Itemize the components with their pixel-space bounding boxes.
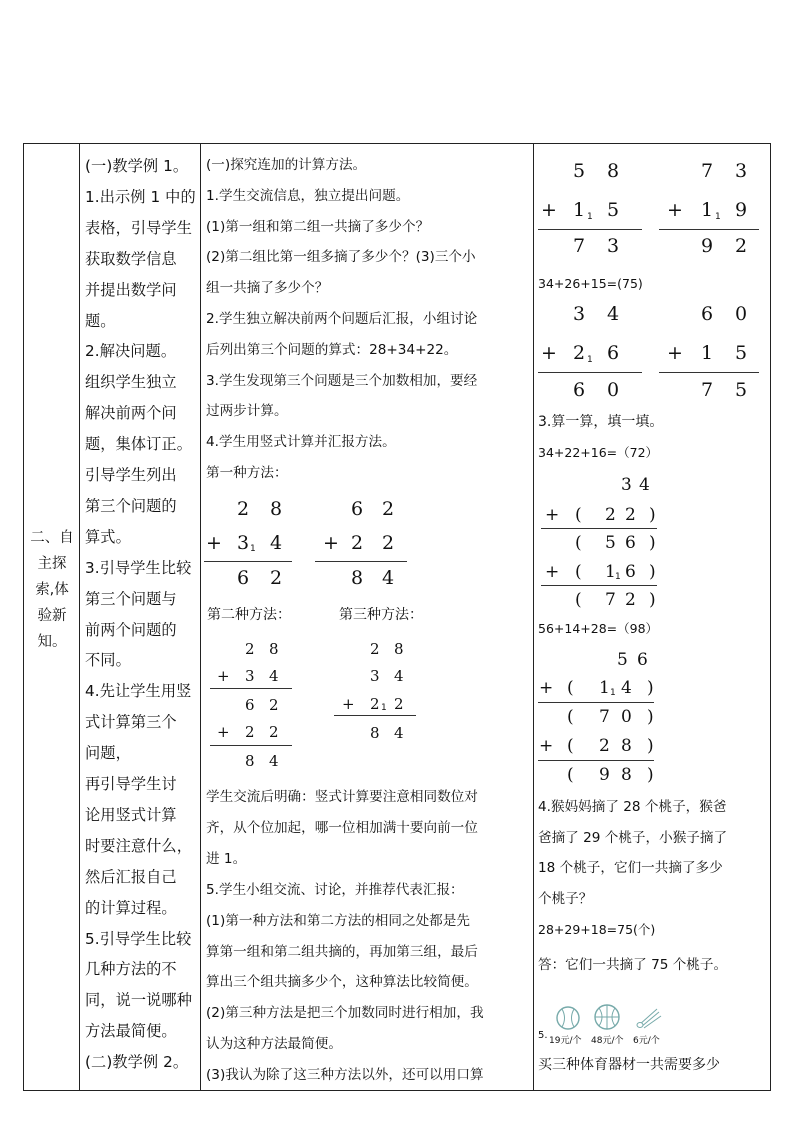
answer-4: 答：它们一共摘了 75 个桃子。 — [538, 957, 728, 973]
student-line: 学生交流后明确：竖式计算要注意相同数位对 — [206, 789, 478, 805]
teacher-line: 2.解决问题。 — [85, 342, 177, 361]
practice-cell: 5 8 + 1 1 5 7 3 7 3 + 1 1 9 9 2 34+26+15=(75) 3 4 + 2 1 6 6 0 6 0 + 1 5 7 5 3.算一算，填一填。 34+22+16=（72） 3 4 + ( 2 2 ) ( 5 6 ) + ( 1 1 6 ) ( 7 2 ) 56+14+28=（98） 5 6 + ( 1 1 4 ) ( 7 0 ) + ( 2 8 ) ( 9 8 ) 4.猴妈妈摘了 28 个桃子，猴爸 爸摘了 29 个桃子，小猴子摘了 18 个桃子，它们一共摘了多少 个桃子？ 28+29+18=75(个) 答：它们一共摘了 75 个桃子。 5. 19元/个 48元/个 6元/个 买三种体育器材一共需要多少 — [535, 143, 771, 1091]
teacher-line: (二)教学例 2。 — [85, 1053, 189, 1072]
task-5-text: 买三种体育器材一共需要多少 — [538, 1057, 720, 1073]
teacher-line: 题。 — [85, 311, 116, 330]
teacher-line: (一)教学例 1。 — [85, 157, 189, 175]
column-divider-2 — [200, 143, 201, 1091]
student-line: (2)第三种方法是把三个加数同时进行相加，我 — [206, 1005, 484, 1022]
teacher-line: 时要注意什么， — [85, 836, 193, 855]
basketball-icon — [593, 1003, 621, 1031]
teacher-line: 组织学生独立 — [85, 373, 177, 392]
price-basketball: 48元/个 — [591, 1036, 624, 1046]
student-line: 后列出第三个问题的算式：28+34+22。 — [206, 341, 458, 358]
teacher-line: 解决前两个问 — [85, 404, 177, 423]
task-4-line: 18 个桃子，它们一共摘了多少 — [538, 860, 723, 876]
stage-cell — [24, 143, 78, 1091]
equation-3: 56+14+28=（98） — [538, 621, 659, 636]
column-divider-3 — [533, 143, 534, 1091]
task-4-line: 个桃子？ — [538, 890, 593, 907]
teacher-line: 方法最简便。 — [85, 1022, 177, 1041]
teacher-line: 然后汇报自己 — [85, 867, 177, 886]
teacher-line: 表格，引导学生 — [85, 218, 193, 237]
student-line: 过两步计算。 — [206, 403, 288, 420]
method2-label: 第二种方法： — [207, 607, 291, 623]
student-line: 齐，从个位加起，哪一位相加满十要向前一位 — [206, 819, 478, 836]
teacher-line: 题，集体订正。 — [85, 435, 193, 454]
lesson-table — [23, 143, 771, 1091]
student-line: (1)第一组和第二组一共摘了多少个？ — [206, 218, 430, 235]
teacher-line: 算式。 — [85, 527, 131, 546]
column-divider-1 — [79, 143, 80, 1091]
teacher-line: 第三个问题的 — [85, 496, 177, 515]
teacher-line: 同，说一说哪种 — [85, 991, 193, 1010]
teacher-line: 问题， — [85, 744, 131, 763]
student-line: 3.学生发现第三个问题是三个加数相加，要经 — [206, 372, 478, 389]
teacher-line: 再引导学生讨 — [85, 775, 177, 793]
task-5-number: 5. — [538, 1030, 548, 1041]
student-line: 5.学生小组交流、讨论，并推荐代表汇报： — [206, 881, 464, 898]
student-line: 算出三个组共摘多少个，这种算法比较简便。 — [206, 974, 478, 991]
equation-4: 28+29+18=75(个) — [538, 922, 656, 937]
teacher-line: 4.先让学生用竖 — [85, 682, 192, 701]
task-4-line: 爸摘了 29 个桃子，小猴子摘了 — [538, 829, 728, 846]
student-activity-cell: (一)探究连加的计算方法。 1.学生交流信息，独立提出问题。 (1)第一组和第二组一共摘了多少个？ (2)第二组比第一组多摘了多少个？(3)三个小 组一共摘了多少个？ 2.学生独立解决前两个问题后汇报，小组讨论 后列出第三个问题的算式：28+34+22。 3.学生发现第三个问题是三个加数相加，要经 过两步计算。 4.学生用竖式计算并汇报方法。 第一种方法： 2 8 + 3 1 4 6 2 6 2 + 2 2 8 4 第二种方法： 第三种方法： 2 8 + 3 4 6 2 + 2 2 8 4 2 8 3 4 + 2 1 2 8 4 学生交流后明确：竖式计算要注意相同数位对 齐，从个位加起，哪一位相加满十要向前一位 进 1。 5.学生小组交流、讨论，并推荐代表汇报： (1)第一种方法和第二方法的相同之处都是先 算第一组和第二组共摘的，再加第三组，最后 算出三个组共摘多少个，这种算法比较简便。 (2)第三种方法是把三个加数同时进行相加，我 认为这种方法最简便。 (3)我认为除了这三种方法以外，还可以用口算 — [202, 143, 532, 1091]
student-line: (2)第二组比第一组多摘了多少个？(3)三个小 — [206, 249, 476, 266]
teacher-line: 论用竖式计算 — [85, 805, 177, 824]
equation-2: 34+22+16=（72） — [538, 445, 659, 460]
teacher-line: 获取数学信息 — [85, 249, 177, 268]
teacher-line: 5.引导学生比较 — [85, 929, 192, 948]
teacher-line: 引导学生列出 — [85, 466, 177, 484]
teacher-line: 并提出数学问 — [85, 280, 177, 299]
price-baseball: 19元/个 — [549, 1036, 582, 1046]
shuttlecock-icon — [635, 1005, 663, 1029]
teacher-line: 3.引导学生比较 — [85, 558, 192, 577]
student-line: 认为这种方法最简便。 — [206, 1036, 342, 1053]
student-line: 1.学生交流信息，独立提出问题。 — [206, 187, 410, 204]
stage-label: 二、自主探索,体验新知。 — [30, 530, 74, 650]
teacher-line: 式计算第三个 — [85, 713, 177, 732]
teacher-line: 几种方法的不 — [85, 960, 177, 979]
student-line: 进 1。 — [206, 850, 247, 867]
task-3-title: 3.算一算，填一填。 — [538, 414, 664, 430]
student-line: (3)我认为除了这三种方法以外，还可以用口算 — [206, 1067, 484, 1084]
equation-1: 34+26+15=(75) — [538, 276, 643, 291]
student-line: 组一共摘了多少个？ — [206, 280, 329, 297]
teacher-activity-cell — [81, 143, 199, 1091]
teacher-line: 的计算过程。 — [85, 898, 177, 917]
student-line: 2.学生独立解决前两个问题后汇报，小组讨论 — [206, 311, 478, 327]
student-line: 4.学生用竖式计算并汇报方法。 — [206, 434, 396, 451]
student-line: (一)探究连加的计算方法。 — [206, 157, 367, 173]
method3-label: 第三种方法： — [339, 607, 423, 623]
teacher-line: 1.出示例 1 中的 — [85, 187, 196, 206]
baseball-icon — [555, 1005, 581, 1031]
teacher-line: 前两个问题的 — [85, 620, 177, 639]
student-line: 算第一组和第二组共摘的，再加第三组，最后 — [206, 943, 478, 960]
price-shuttlecock: 6元/个 — [633, 1036, 660, 1046]
teacher-line: 第三个问题与 — [85, 589, 177, 608]
task-4-line: 4.猴妈妈摘了 28 个桃子，猴爸 — [538, 799, 727, 815]
teacher-line: 不同。 — [85, 651, 131, 670]
student-line: 第一种方法： — [206, 465, 288, 481]
student-line: (1)第一种方法和第二方法的相同之处都是先 — [206, 912, 470, 929]
